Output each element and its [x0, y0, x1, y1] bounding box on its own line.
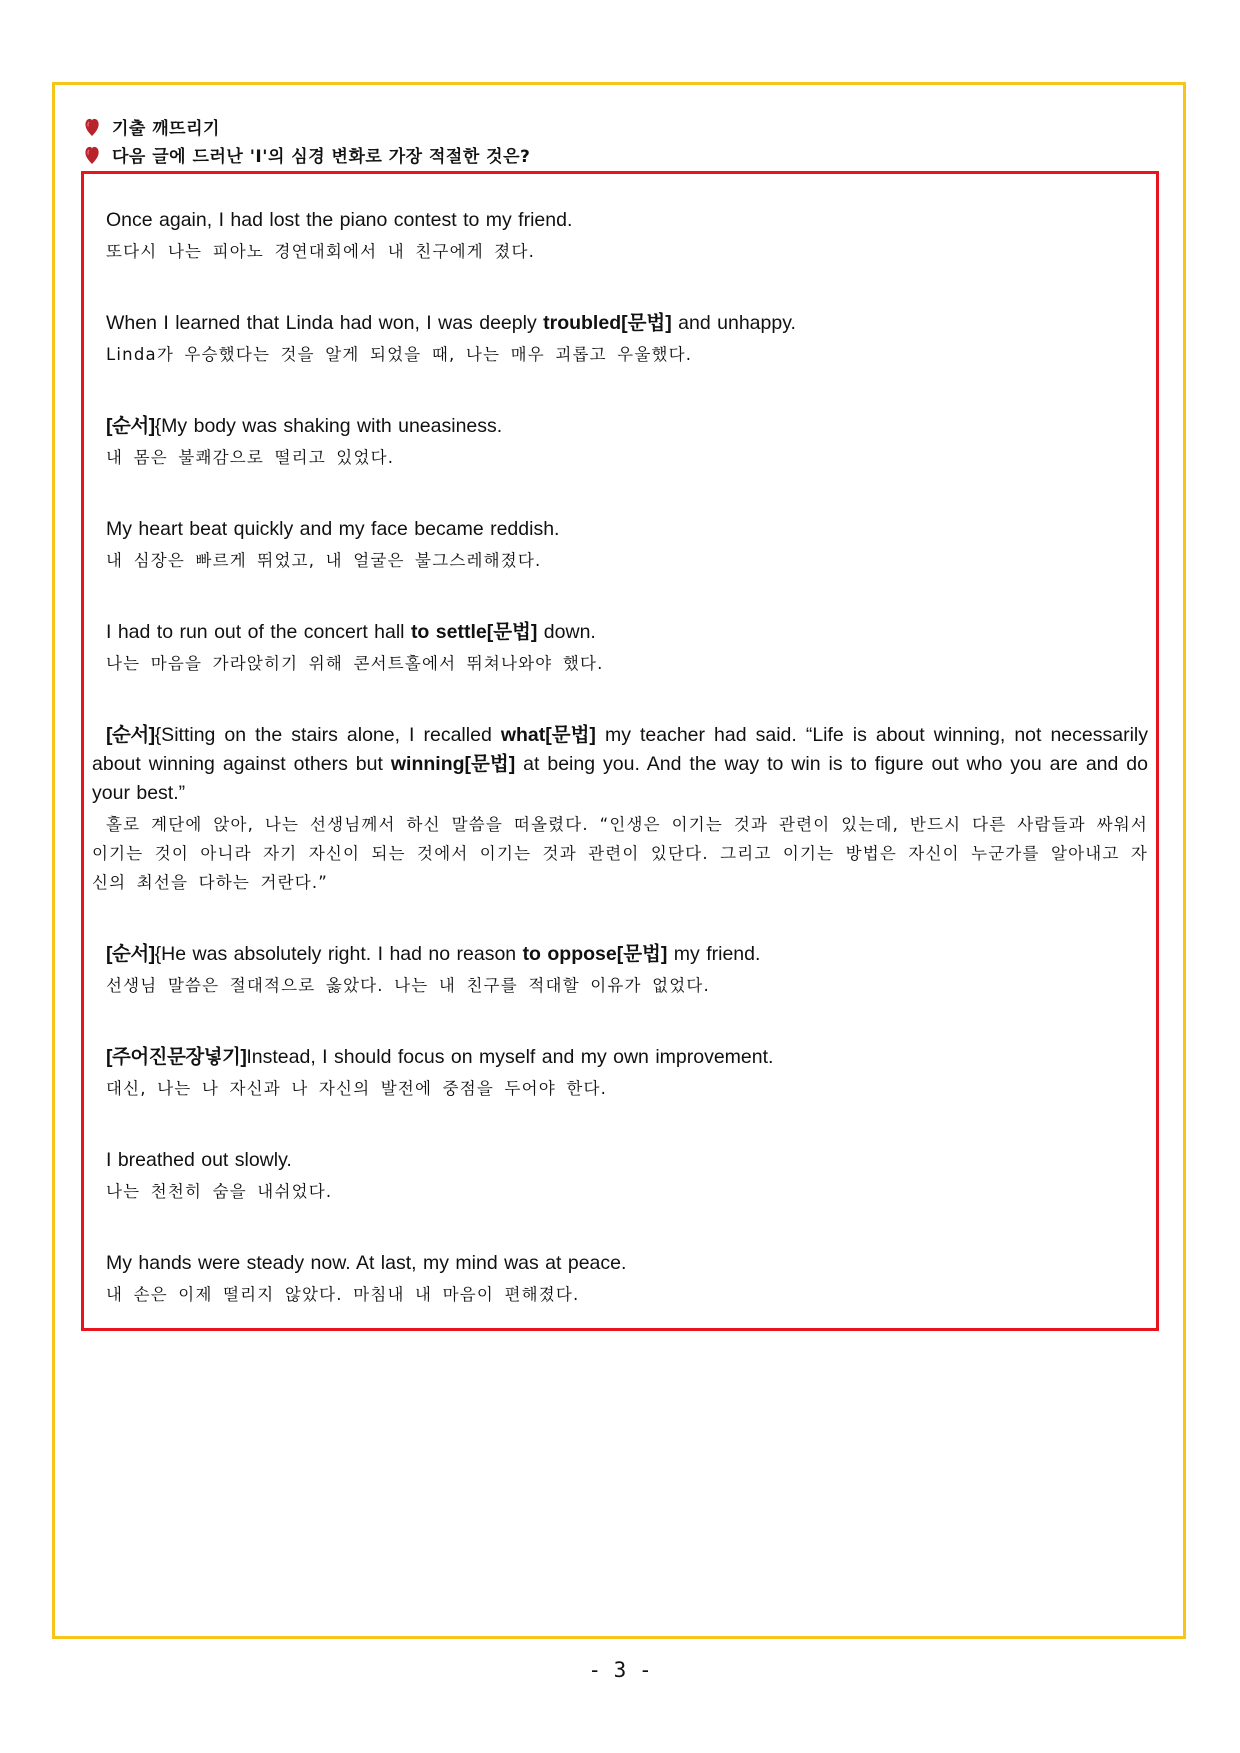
- sentence-text: {My body was shaking with uneasiness.: [154, 415, 503, 437]
- english-sentence: [92, 1146, 1148, 1175]
- passage-paragraph: [92, 1146, 1148, 1206]
- red-heart-icon: [84, 145, 100, 165]
- korean-translation: 나는 마음을 가라앉히기 위해 콘서트홀에서 뛰쳐나와야 했다.: [106, 654, 604, 673]
- korean-translation: 홀로 계단에 앉아, 나는 선생님께서 하신 말씀을 떠올렸다. “인생은 이기는 것과 관련이 있는데, 반드시 다른 사람들과 싸워서 이기는 것이 아니라 자기 자신이 되는 것에서 이기는 것과 관련이 있단다. 그리고 이기는 방법은 자신이 누군가를 알아내고 자신의 최선을 다하는 거란다.”: [92, 815, 1148, 892]
- korean-translation: 내 손은 이제 떨리지 않았다. 마침내 내 마음이 편해졌다.: [106, 1285, 580, 1304]
- grammar-highlight: troubled[문법]: [543, 312, 672, 334]
- grammar-highlight: to oppose[문법]: [522, 943, 668, 965]
- grammar-highlight: winning[문법]: [390, 753, 516, 775]
- english-sentence: [92, 309, 1148, 338]
- sentence-text: When I learned that Linda had won, I was deeply: [106, 312, 544, 334]
- sentence-text: My heart beat quickly and my face became reddish.: [106, 518, 560, 540]
- passage-paragraph: [92, 1043, 1148, 1103]
- sentence-text: I breathed out slowly.: [106, 1149, 292, 1171]
- korean-translation: 또다시 나는 피아노 경연대회에서 내 친구에게 졌다.: [106, 242, 536, 261]
- korean-translation: 대신, 나는 나 자신과 나 자신의 발전에 중점을 두어야 한다.: [106, 1079, 608, 1098]
- question-prompt-text: 다음 글에 드러난 'I'의 심경 변화로 가장 적절한 것은?: [112, 147, 531, 167]
- grammar-highlight: to settle[문법]: [410, 621, 538, 643]
- sentence-text: My hands were steady now. At last, my mind was at peace.: [106, 1252, 627, 1274]
- passage-paragraph: [92, 940, 1148, 1000]
- question-type-tag: [순서]: [106, 724, 155, 746]
- english-sentence: [92, 1249, 1148, 1278]
- sentence-text: and unhappy.: [671, 312, 796, 334]
- english-sentence: [92, 206, 1148, 235]
- english-sentence: [92, 618, 1148, 647]
- question-type-tag: [주어진문장넣기]: [106, 1046, 247, 1068]
- section-title: [84, 114, 220, 139]
- english-sentence: [92, 940, 1148, 969]
- question-type-tag: [순서]: [106, 943, 155, 965]
- korean-translation: 내 심장은 빠르게 뛰었고, 내 얼굴은 불그스레해졌다.: [106, 551, 542, 570]
- korean-translation: 선생님 말씀은 절대적으로 옳았다. 나는 내 친구를 적대할 이유가 없었다.: [106, 976, 710, 995]
- sentence-text: Once again, I had lost the piano contest to my friend.: [106, 209, 573, 231]
- sentence-text: my teacher had said. “Life is about winning, not necessarily about winning against others but: [92, 724, 1148, 775]
- red-heart-icon: [84, 117, 100, 137]
- page-number: - 3 -: [588, 1658, 652, 1682]
- passage-paragraph: [92, 618, 1148, 678]
- grammar-highlight: what[문법]: [500, 724, 596, 746]
- korean-translation: Linda가 우승했다는 것을 알게 되었을 때, 나는 매우 괴롭고 우울했다.: [106, 345, 693, 364]
- sentence-text: {Sitting on the stairs alone, I recalled: [154, 724, 501, 746]
- sentence-text: at being you. And the way to win is to figure out who you are and do your best.”: [92, 753, 1148, 804]
- question-type-tag: [순서]: [106, 415, 155, 437]
- sentence-text: down.: [537, 621, 596, 643]
- english-sentence: [92, 515, 1148, 544]
- passage-paragraph: [92, 412, 1148, 472]
- english-sentence: [92, 412, 1148, 441]
- passage-paragraph: [92, 721, 1148, 897]
- passage-paragraph: [92, 515, 1148, 575]
- sentence-text: I had to run out of the concert hall: [106, 621, 411, 643]
- english-sentence: [92, 1043, 1148, 1072]
- sentence-text: {He was absolutely right. I had no reason: [154, 943, 523, 965]
- passage-paragraph: [92, 1249, 1148, 1309]
- question-prompt: [84, 142, 530, 167]
- passage-content: [92, 206, 1148, 1352]
- korean-translation: 나는 천천히 숨을 내쉬었다.: [106, 1182, 333, 1201]
- passage-paragraph: [92, 206, 1148, 266]
- sentence-text: Instead, I should focus on myself and my own improvement.: [246, 1046, 774, 1068]
- sentence-text: my friend.: [667, 943, 761, 965]
- english-sentence: [92, 721, 1148, 808]
- passage-paragraph: [92, 309, 1148, 369]
- section-title-text: 기출 깨뜨리기: [112, 119, 220, 139]
- korean-translation: 내 몸은 불쾌감으로 떨리고 있었다.: [106, 448, 395, 467]
